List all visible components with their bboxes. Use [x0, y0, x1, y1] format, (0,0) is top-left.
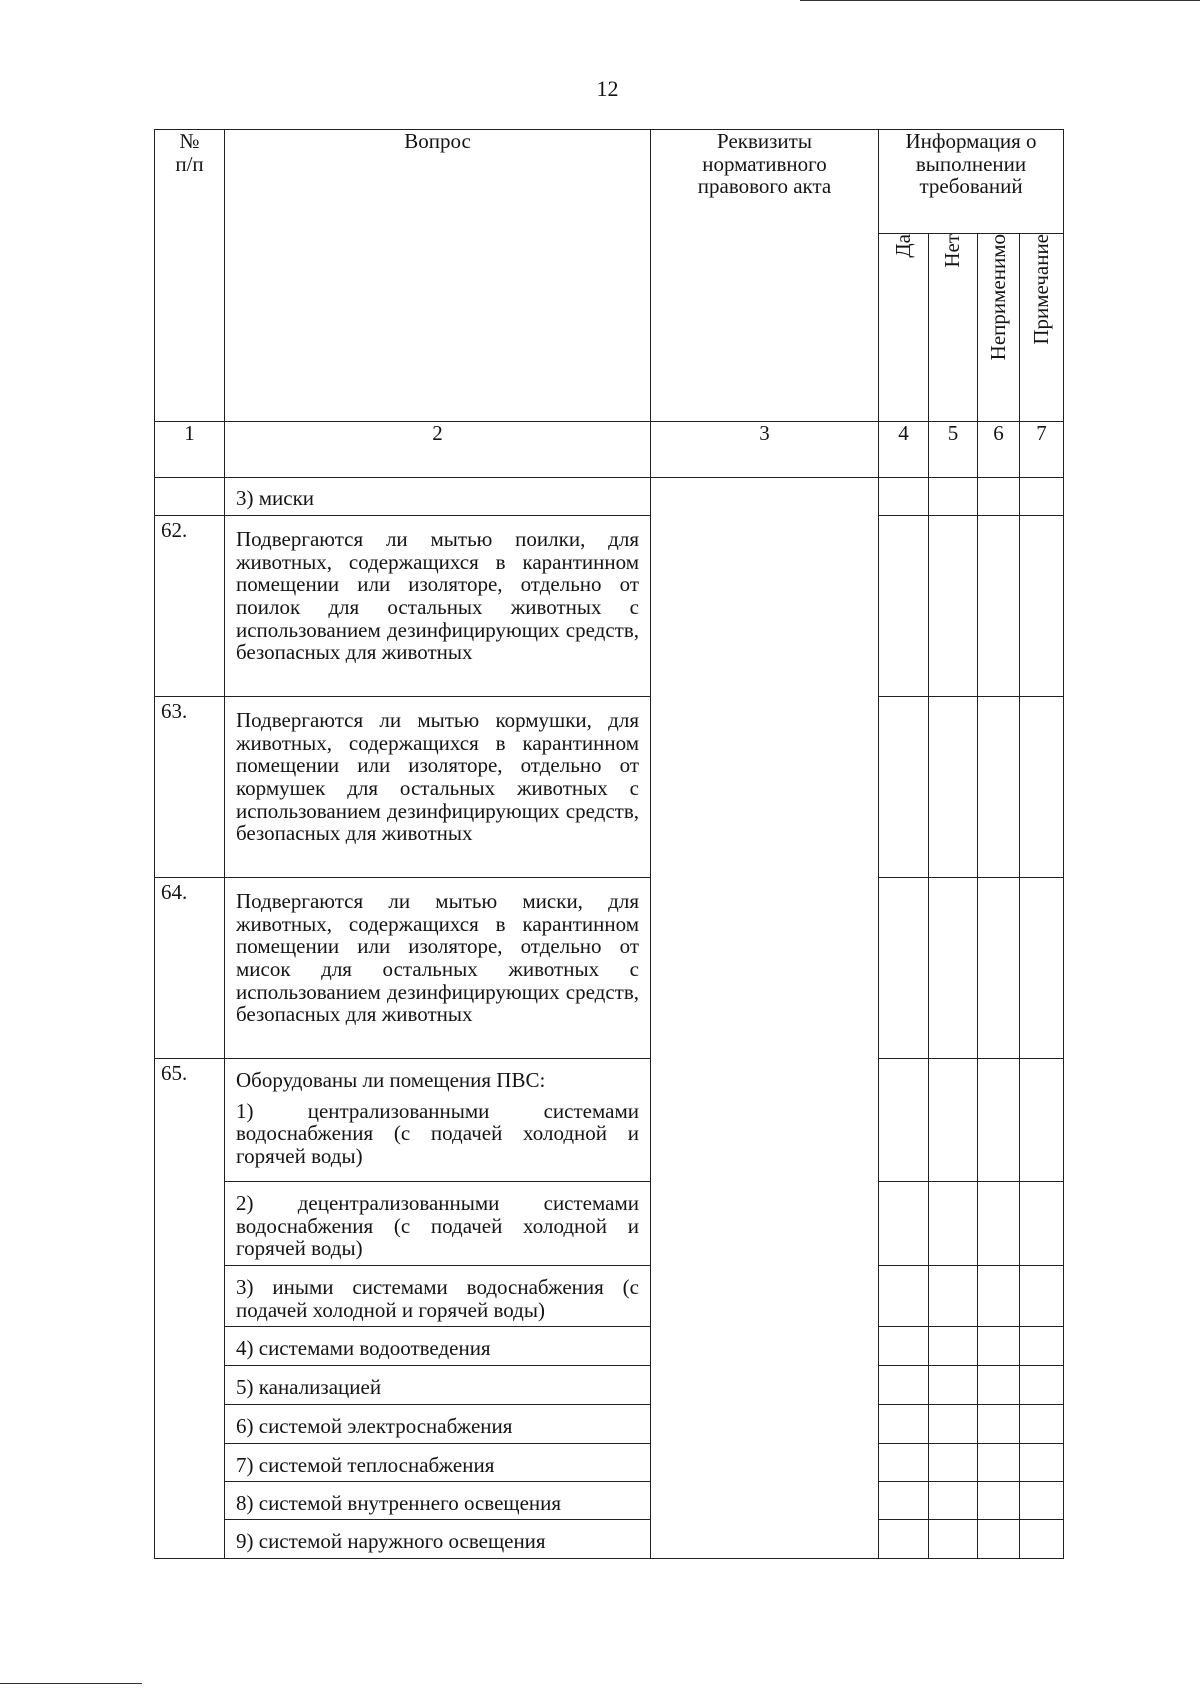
answer-yes-cell[interactable]	[879, 1182, 929, 1266]
row-number: 62.	[155, 516, 225, 697]
header-question: Вопрос	[225, 130, 651, 422]
answer-note-cell[interactable]	[1020, 1520, 1064, 1559]
answer-yes-cell[interactable]	[879, 878, 929, 1059]
header-na: Неприменимо	[978, 234, 1020, 422]
answer-no-cell[interactable]	[929, 1327, 978, 1366]
answer-yes-cell[interactable]	[879, 478, 929, 516]
question-subitem: 4) системами водоотведения	[225, 1327, 651, 1366]
header-act: Реквизиты нормативного правового акта	[651, 130, 879, 422]
column-number: 3	[651, 422, 879, 478]
question-text	[225, 1059, 651, 1182]
answer-na-cell[interactable]	[978, 1405, 1020, 1444]
answer-note-cell[interactable]	[1020, 1444, 1064, 1482]
header-note: Примечание	[1020, 234, 1064, 422]
column-number: 1	[155, 422, 225, 478]
answer-yes-cell[interactable]	[879, 516, 929, 697]
column-number: 2	[225, 422, 651, 478]
column-number: 5	[929, 422, 978, 478]
checklist-table	[154, 129, 1064, 1559]
question-subitem: 7) системой теплоснабжения	[225, 1444, 651, 1482]
question-subitem: 5) канализацией	[225, 1366, 651, 1405]
question-intro: Оборудованы ли помещения ПВС:	[236, 1068, 546, 1092]
answer-na-cell[interactable]	[978, 1266, 1020, 1327]
answer-note-cell[interactable]	[1020, 1059, 1064, 1182]
question-subitem: 6) системой электроснабжения	[225, 1405, 651, 1444]
question-text: Подвергаются ли мытью поилки, для животных, содержащихся в карантинном помещении или изоляторе, отдельно от поилок для остальных животных с использованием дезинфицирующих средств, безопасных для животных	[225, 516, 651, 697]
header-yes: Да	[879, 234, 929, 422]
row-number: 63.	[155, 697, 225, 878]
question-subitem: 8) системой внутреннего освещения	[225, 1482, 651, 1520]
answer-no-cell[interactable]	[929, 1482, 978, 1520]
row-number	[155, 478, 225, 516]
answer-no-cell[interactable]	[929, 1405, 978, 1444]
column-number: 7	[1020, 422, 1064, 478]
scan-edge-top	[800, 0, 1200, 1]
answer-no-cell[interactable]	[929, 516, 978, 697]
answer-no-cell[interactable]	[929, 1059, 978, 1182]
answer-note-cell[interactable]	[1020, 516, 1064, 697]
answer-na-cell[interactable]	[978, 1520, 1020, 1559]
answer-na-cell[interactable]	[978, 1182, 1020, 1266]
question-subitem: 9) системой наружного освещения	[225, 1520, 651, 1559]
answer-yes-cell[interactable]	[879, 1520, 929, 1559]
answer-no-cell[interactable]	[929, 1366, 978, 1405]
answer-no-cell[interactable]	[929, 1444, 978, 1482]
answer-note-cell[interactable]	[1020, 1327, 1064, 1366]
answer-na-cell[interactable]	[978, 478, 1020, 516]
answer-yes-cell[interactable]	[879, 1266, 929, 1327]
header-info: Информация о выполнении требований	[879, 130, 1064, 234]
act-cell	[651, 478, 879, 1559]
answer-na-cell[interactable]	[978, 516, 1020, 697]
answer-na-cell[interactable]	[978, 1059, 1020, 1182]
answer-note-cell[interactable]	[1020, 1182, 1064, 1266]
answer-no-cell[interactable]	[929, 697, 978, 878]
header-no: Нет	[929, 234, 978, 422]
question-subitem: 1) централизованными системами водоснабжения (с подачей холодной и горячей воды)	[236, 1098, 639, 1169]
answer-no-cell[interactable]	[929, 1520, 978, 1559]
column-number: 4	[879, 422, 929, 478]
answer-note-cell[interactable]	[1020, 878, 1064, 1059]
answer-yes-cell[interactable]	[879, 1444, 929, 1482]
page-number: 12	[596, 76, 619, 101]
answer-na-cell[interactable]	[978, 1327, 1020, 1366]
question-subitem: 3) иными системами водоснабжения (с подачей холодной и горячей воды)	[225, 1266, 651, 1327]
question-text: Подвергаются ли мытью миски, для животных, содержащихся в карантинном помещении или изоляторе, отдельно от мисок для остальных животных с использованием дезинфицирующих средств, безопасных для животных	[225, 878, 651, 1059]
answer-note-cell[interactable]	[1020, 1482, 1064, 1520]
column-number: 6	[978, 422, 1020, 478]
question-text: Подвергаются ли мытью кормушки, для животных, содержащихся в карантинном помещении или изоляторе, отдельно от кормушек для остальных животных с использованием дезинфицирующих средств, безопасных для животных	[225, 697, 651, 878]
answer-na-cell[interactable]	[978, 697, 1020, 878]
row-number: 64.	[155, 878, 225, 1059]
scan-edge-bottom	[0, 1683, 142, 1684]
answer-note-cell[interactable]	[1020, 478, 1064, 516]
answer-na-cell[interactable]	[978, 878, 1020, 1059]
answer-no-cell[interactable]	[929, 478, 978, 516]
row-number: 65.	[155, 1059, 225, 1559]
header-num: № п/п	[155, 130, 225, 422]
answer-yes-cell[interactable]	[879, 1482, 929, 1520]
answer-no-cell[interactable]	[929, 1266, 978, 1327]
answer-yes-cell[interactable]	[879, 1405, 929, 1444]
answer-note-cell[interactable]	[1020, 1266, 1064, 1327]
answer-yes-cell[interactable]	[879, 1059, 929, 1182]
answer-no-cell[interactable]	[929, 1182, 978, 1266]
question-text: 3) миски	[225, 478, 651, 516]
answer-note-cell[interactable]	[1020, 1405, 1064, 1444]
answer-yes-cell[interactable]	[879, 697, 929, 878]
answer-na-cell[interactable]	[978, 1482, 1020, 1520]
answer-na-cell[interactable]	[978, 1444, 1020, 1482]
answer-note-cell[interactable]	[1020, 697, 1064, 878]
answer-na-cell[interactable]	[978, 1366, 1020, 1405]
answer-note-cell[interactable]	[1020, 1366, 1064, 1405]
answer-yes-cell[interactable]	[879, 1327, 929, 1366]
answer-no-cell[interactable]	[929, 878, 978, 1059]
question-subitem: 2) децентрализованными системами водоснабжения (с подачей холодной и горячей воды)	[225, 1182, 651, 1266]
answer-yes-cell[interactable]	[879, 1366, 929, 1405]
